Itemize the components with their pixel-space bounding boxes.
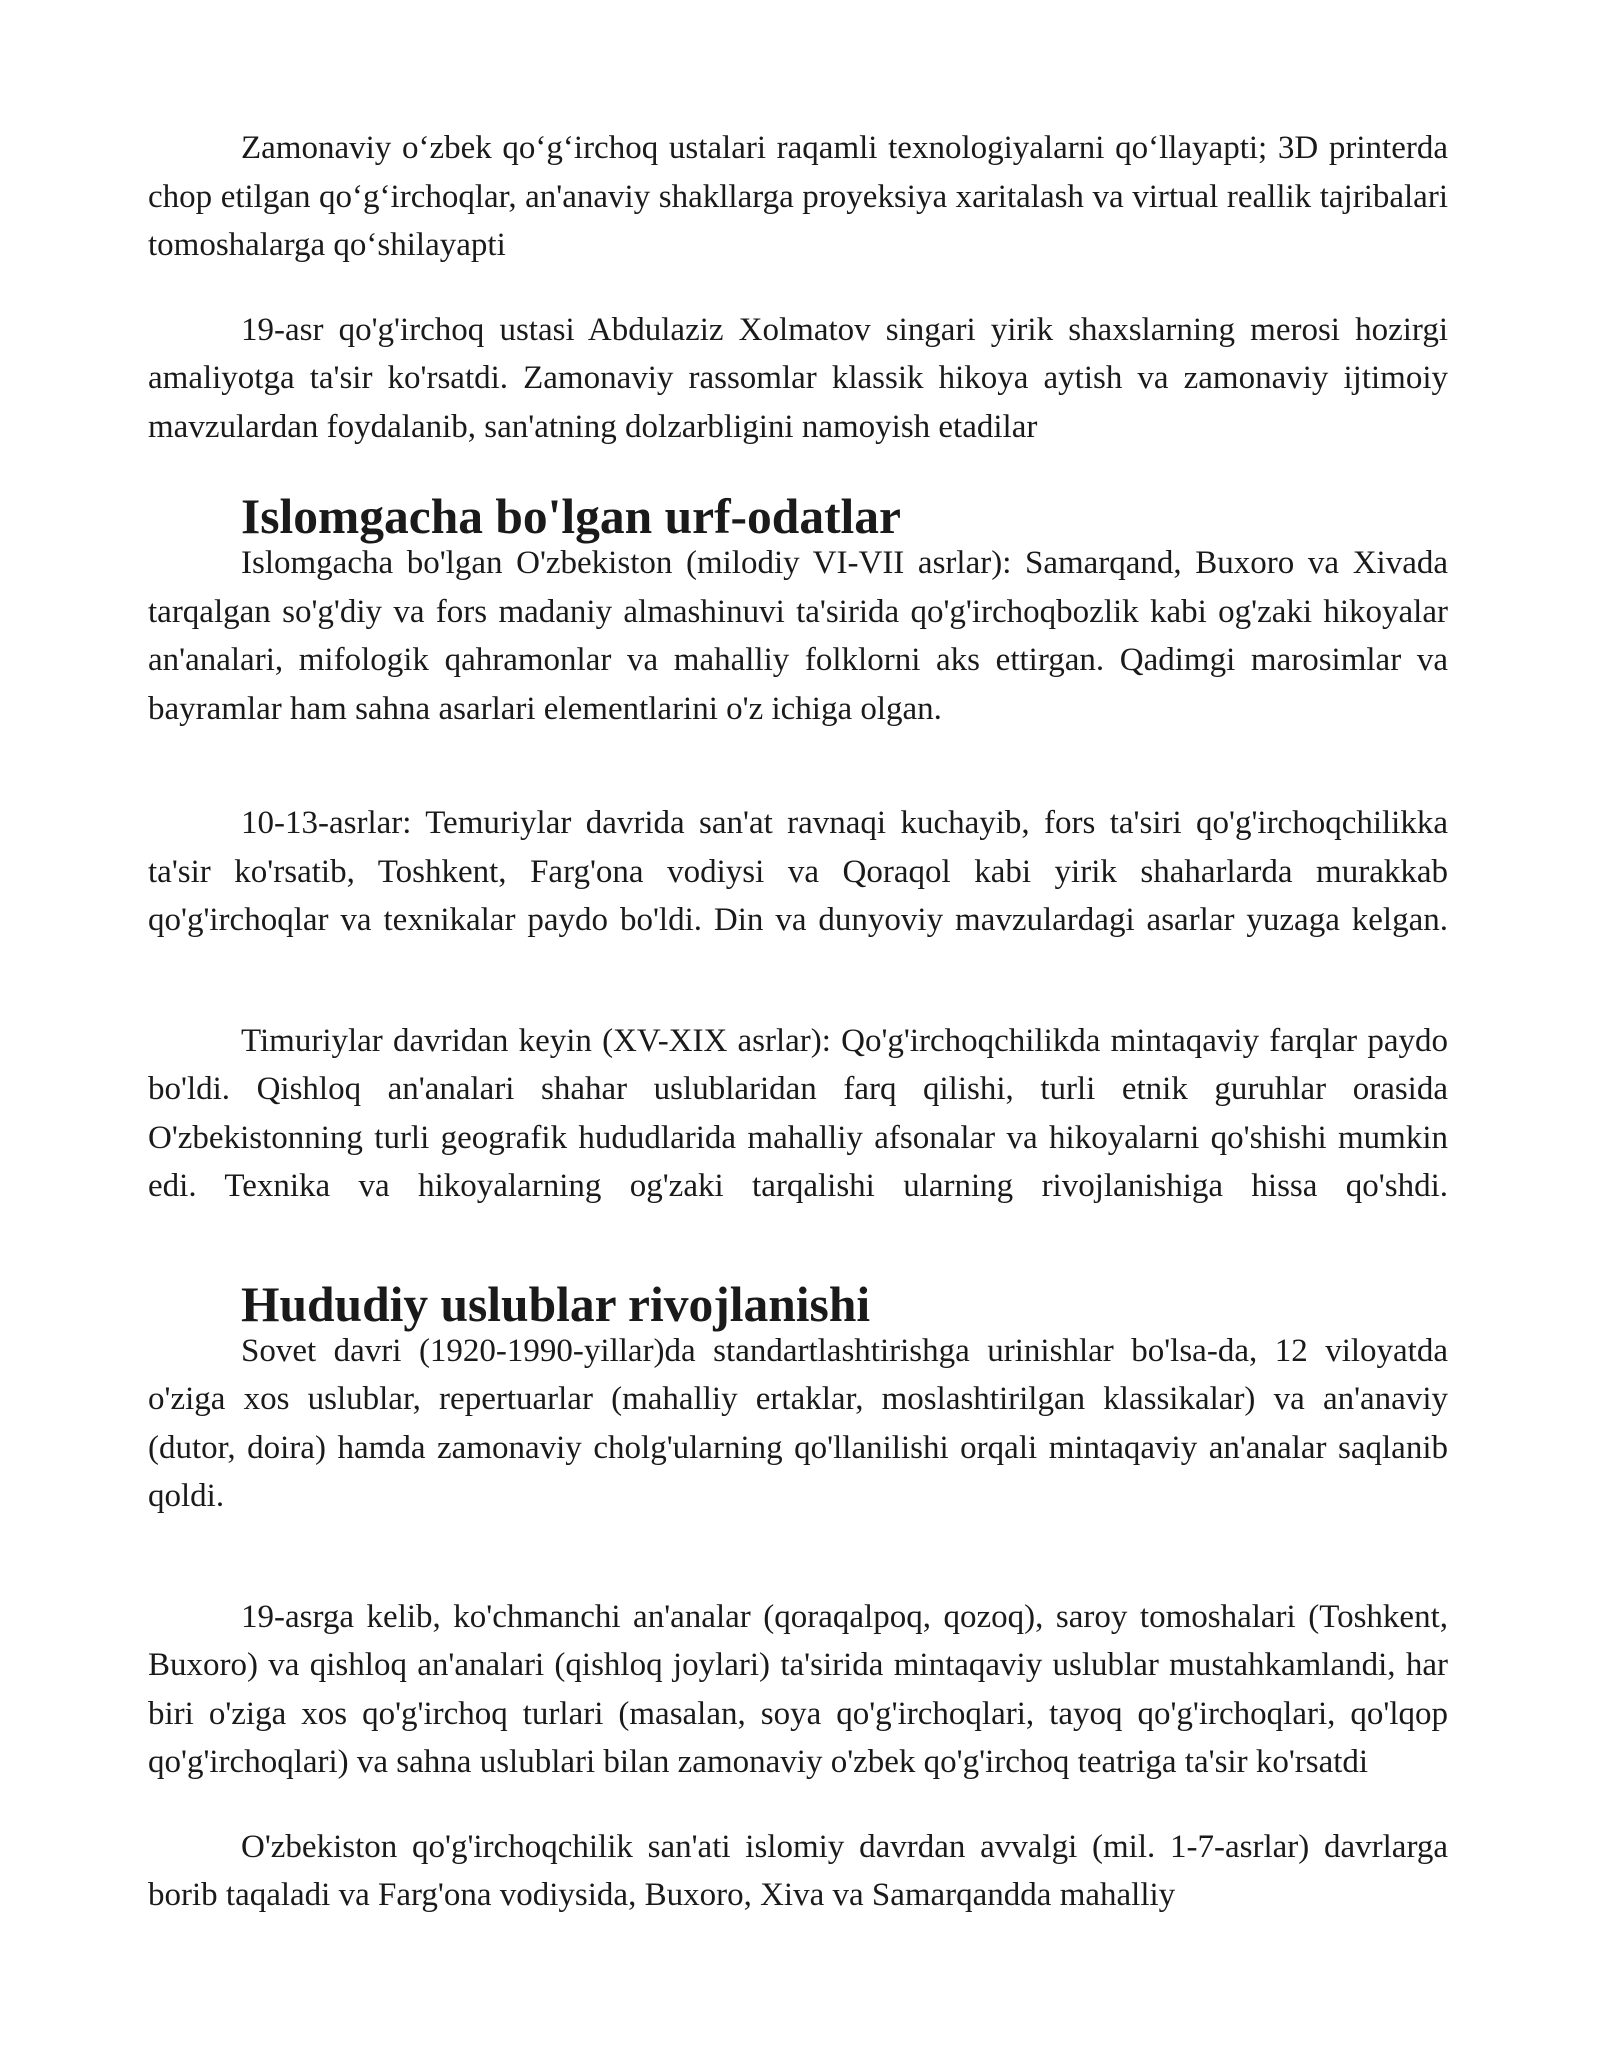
paragraph-gap	[148, 733, 1448, 799]
paragraph-xolmatov-legacy: 19-asr qo'g'irchoq ustasi Abdulaziz Xolmatov singari yirik shaxslarning merosi hozirgi amaliyotga ta'sir ko'rsatdi. Zamonaviy rassomlar klassik hikoya aytish va zamonaviy ijtimoiy mavzulardan foydalanib, san'atning dolzarbligini namoyish etadilar	[148, 311, 1448, 445]
heading-pre-islamic-traditions: Islomgacha bo'lgan urf-odatlar	[241, 489, 902, 544]
paragraph-gap	[148, 1787, 1448, 1823]
paragraph-pre-islamic-uzbekistan: Islomgacha bo'lgan O'zbekiston (milodiy VI-VII asrlar): Samarqand, Buxoro va Xivada tarqalgan so'g'diy va fors madaniy almashinuvi ta'sirida qo'g'irchoqbozlik kabi og'zaki hikoyalar an'analari, mifologik qahramonlar va mahalliy folklorni aks ettirgan. Qadimgi marosimlar va bayramlar ham sahna asarlari elementlarini o'z ichiga olgan.	[148, 545, 1448, 727]
paragraph-soviet-period: Sovet davri (1920-1990-yillar)da standartlashtirishga urinishlar bo'lsa-da, 12 viloyatda o'ziga xos uslublar, repertuarlar (mahalliy ertaklar, moslashtirilgan klassikalar) va an'anaviy (dutor, doira) hamda zamonaviy cholg'ularning qo'llanilishi orqali mintaqaviy an'analar saqlanib qoldi.	[148, 1332, 1448, 1514]
paragraph-gap	[148, 1521, 1448, 1593]
paragraph-gap	[148, 1211, 1448, 1283]
paragraph-gap	[148, 270, 1448, 306]
heading-regional-styles: Hududiy uslublar rivojlanishi	[241, 1276, 871, 1332]
document-body	[148, 124, 1448, 1920]
paragraph-origins: O'zbekiston qo'g'irchoqchilik san'ati islomiy davrdan avvalgi (mil. 1-7-asrlar) davrlarga borib taqaladi va Farg'ona vodiysida, Buxoro, Xiva va Samarqandda mahalliy	[148, 1828, 1448, 1913]
paragraph-gap	[148, 945, 1448, 1017]
paragraph-digital-puppetry: Zamonaviy o‘zbek qo‘g‘irchoq ustalari raqamli texnologiyalarni qo‘llayapti; 3D printerda chop etilgan qo‘g‘irchoqlar, an'anaviy shakllarga proyeksiya xaritalash va virtual reallik tajribalari tomoshalarga qo‘shilayapti	[148, 130, 1448, 263]
paragraph-19th-century-styles: 19-asrga kelib, ko'chmanchi an'analar (qoraqalpoq, qozoq), saroy tomoshalari (Toshkent, Buxoro) va qishloq an'analari (qishloq joylari) ta'sirida mintaqaviy uslublar mustahkamlandi, har biri o'ziga xos qo'g'irchoq turlari (masalan, soya qo'g'irchoqlari, tayoq qo'g'irchoqlari, qo'lqop qo'g'irchoqlari) va sahna uslublari bilan zamonaviy o'zbek qo'g'irchoq teatriga ta'sir ko'rsatdi	[148, 1598, 1448, 1780]
paragraph-10-13-centuries: 10-13-asrlar: Temuriylar davrida san'at ravnaqi kuchayib, fors ta'siri qo'g'irchoqchilikka ta'sir ko'rsatib, Toshkent, Farg'ona vodiysi va Qoraqol kabi yirik shaharlarda murakkab qo'g'irchoqlar va texnikalar paydo bo'ldi. Din va dunyoviy mavzulardagi asarlar yuzaga kelgan.	[148, 805, 1448, 938]
paragraph-post-timurid: Timuriylar davridan keyin (XV-XIX asrlar): Qo'g'irchoqchilikda mintaqaviy farqlar paydo bo'ldi. Qishloq an'analari shahar uslublaridan farq qilishi, turli etnik guruhlar orasida O'zbekistonning turli geografik hududlarida mahalliy afsonalar va hikoyalarni qo'shishi mumkin edi. Texnika va hikoyalarning og'zaki tarqalishi ularning rivojlanishiga hissa qo'shdi.	[148, 1022, 1448, 1204]
